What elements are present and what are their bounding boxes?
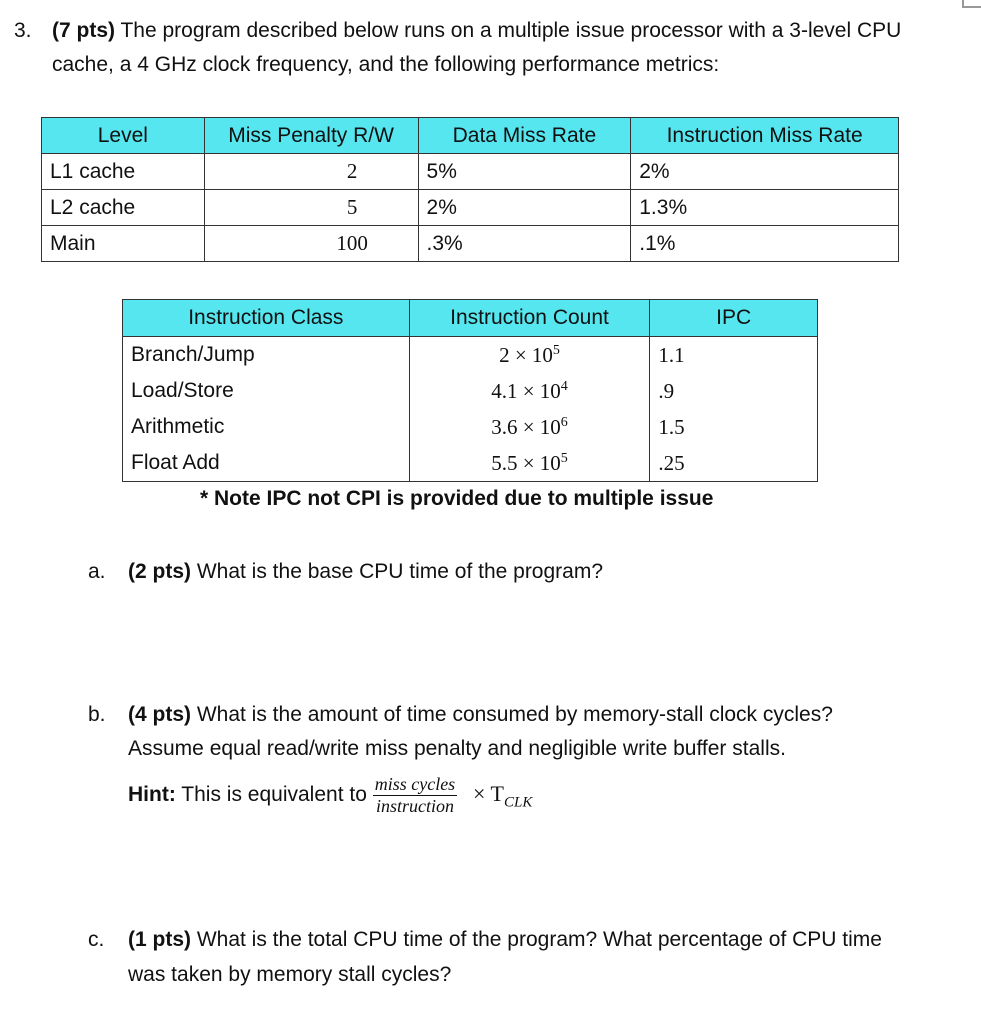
instr-ipc: .9 (650, 373, 818, 409)
part-b-question-line-1: (4 pts) What is the amount of time consumed by memory-stall clock cycles? (128, 703, 833, 726)
hint-text: This is equivalent to (175, 783, 373, 806)
cache-table (41, 117, 899, 262)
part-b-label: b. (88, 703, 106, 726)
table-row (123, 409, 818, 445)
cache-level: Main (42, 226, 205, 262)
instruction-table (122, 299, 818, 482)
table-row (42, 226, 899, 262)
instr-count: $3.6 \times 10^6$ (409, 409, 650, 445)
hint-fraction (373, 774, 457, 817)
instr-class: Arithmetic (123, 409, 410, 445)
part-c-label: c. (88, 928, 105, 951)
question-line-1 (52, 14, 901, 48)
instr-ipc: .25 (650, 445, 818, 482)
instr-count: $2 \times 10^5$ (409, 337, 650, 374)
fraction-denominator: instruction (375, 795, 454, 816)
part-a-label: a. (88, 560, 106, 583)
question-text-1: The program described below runs on a multiple issue processor with a 3-level CPU (115, 19, 902, 42)
cache-data-miss: 5% (418, 154, 631, 190)
instr-class: Load/Store (123, 373, 410, 409)
cache-header-level: Level (42, 118, 205, 154)
table-row (123, 373, 818, 409)
part-a-question: (2 pts) What is the base CPU time of the program? (128, 560, 604, 583)
instr-table-header (123, 300, 818, 337)
cache-penalty: 2 (204, 154, 418, 190)
ipc-note: * Note IPC not CPI is provided due to multiple issue (200, 487, 714, 510)
hint-label: Hint: (128, 783, 176, 806)
cache-level: L1 cache (42, 154, 205, 190)
instr-header-count: Instruction Count (409, 300, 650, 337)
table-row (42, 190, 899, 226)
cache-header-penalty: Miss Penalty R/W (204, 118, 418, 154)
times-tclk: × $T_{CLK}$ (473, 781, 533, 811)
question-line-2: cache, a 4 GHz clock frequency, and the following performance metrics: (52, 53, 720, 76)
instr-count: $5.5 \times 10^5$ (409, 445, 650, 482)
cache-penalty: 100 (204, 226, 418, 262)
part-c-question-line-1: (1 pts) What is the total CPU time of the program? What percentage of CPU time (128, 928, 882, 951)
table-row (123, 445, 818, 482)
cache-data-miss: .3% (418, 226, 631, 262)
question-number: 3. (14, 19, 32, 42)
cache-data-miss: 2% (418, 190, 631, 226)
part-b-question-line-2: Assume equal read/write miss penalty and negligible write buffer stalls. (128, 737, 786, 760)
cache-instr-miss: 1.3% (631, 190, 899, 226)
instr-count: $4.1 \times 10^4$ (409, 373, 650, 409)
part-b-hint (128, 772, 532, 824)
table-row (42, 154, 899, 190)
cache-instr-miss: 2% (631, 154, 899, 190)
table-row (123, 337, 818, 374)
cache-penalty: 5 (204, 190, 418, 226)
part-c-question-line-2: was taken by memory stall cycles? (128, 963, 452, 986)
cache-table-header (42, 118, 899, 154)
instr-header-ipc: IPC (650, 300, 818, 337)
cache-level: L2 cache (42, 190, 205, 226)
instr-ipc: 1.1 (650, 337, 818, 374)
instr-class: Float Add (123, 445, 410, 482)
instr-class: Branch/Jump (123, 337, 410, 374)
instr-ipc: 1.5 (650, 409, 818, 445)
fraction-numerator: miss cycles (374, 773, 456, 794)
page-corner-mark (962, 0, 981, 8)
instr-header-class: Instruction Class (123, 300, 410, 337)
question-points: (7 pts) (52, 19, 115, 42)
cache-header-data-miss: Data Miss Rate (418, 118, 631, 154)
cache-header-instr-miss: Instruction Miss Rate (631, 118, 899, 154)
cache-instr-miss: .1% (631, 226, 899, 262)
